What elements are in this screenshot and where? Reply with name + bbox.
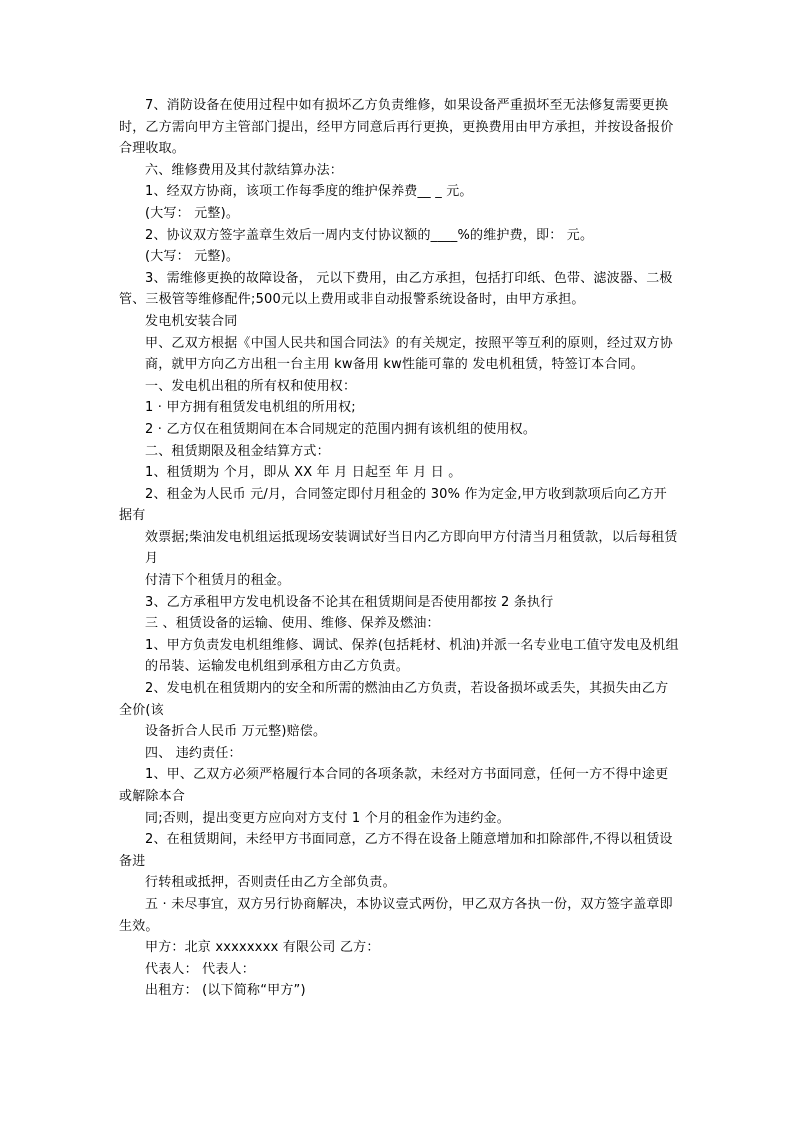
paragraph: 五 · 未尽事宜，双方另行协商解决，本协议壹式两份，甲乙双方各执一份，双方签字盖章即生效。 (119, 896, 673, 934)
paragraph: 2 · 乙方仅在租赁期间在本合同规定的范围内拥有该机组的使用权。 (145, 421, 537, 437)
signature-line: 甲方：北京 xxxxxxxx 有限公司 乙方： (145, 940, 380, 956)
signature-line: 出租方： (以下简称“甲方”) (145, 983, 306, 999)
paragraph: 设备折合人民币 万元整)赔偿。 (145, 724, 327, 740)
paragraph: (大写： 元整)。 (145, 249, 240, 265)
section-heading: 二、租赁期限及租金结算方式： (145, 443, 330, 459)
document-title: 发电机安装合同 (145, 313, 238, 329)
paragraph: 2、协议双方签字盖章生效后一周内支付协议额的____%的维护费，即： 元。 (145, 227, 594, 243)
paragraph: 2、在租赁期间，未经甲方书面同意，乙方不得在设备上随意增加和扣除部件,不得以租赁设备进 (119, 832, 673, 869)
paragraph: 1 · 甲方拥有租赁发电机组的所用权; (145, 400, 356, 416)
paragraph: 的吊装、运输发电机组到承租方由乙方负责。 (145, 659, 410, 675)
section-heading: 四、 违约责任： (145, 745, 242, 761)
paragraph: 同;否则，提出变更方应向对方支付 1 个月的租金作为违约金。 (145, 810, 510, 826)
paragraph: 7、消防设备在使用过程中如有损坏乙方负责维修，如果设备严重损坏至无法修复需要更换时，乙方需向甲方主管部门提出，经甲方同意后再行更换，更换费用由甲方承担，并按设备报价合理收取。 (119, 98, 674, 157)
paragraph: 1、租赁期为 个月，即从 XX 年 月 日起至 年 月 日 。 (145, 465, 462, 481)
paragraph: 2、发电机在租赁期内的安全和所需的燃油由乙方负责，若设备损坏或丢失，其损失由乙方全价(该 (119, 681, 669, 718)
paragraph: 1、经双方协商，该项工作每季度的维护保养费__ _ 元。 (145, 184, 473, 200)
signature-line: 代表人： 代表人： (145, 961, 255, 977)
paragraph: 3、乙方承租甲方发电机设备不论其在租赁期间是否使用都按 2 条执行 (145, 594, 554, 610)
paragraph: 1、甲方负责发电机组维修、调试、保养(包括耗材、机油)并派一名专业电工值守发电及机组 (145, 637, 679, 653)
paragraph: (大写： 元整)。 (145, 205, 240, 221)
paragraph: 效票据;柴油发电机组运抵现场安装调试好当日内乙方即向甲方付清当月租赁款，以后每租赁月 (145, 529, 678, 567)
paragraph: 行转租或抵押，否则责任由乙方全部负责。 (145, 875, 396, 891)
section-heading: 六、维修费用及其付款结算办法： (145, 162, 344, 178)
paragraph: 付清下个租赁月的租金。 (145, 573, 291, 589)
section-heading: 一、发电机出租的所有权和使用权： (145, 378, 357, 394)
document-body (119, 95, 679, 1002)
paragraph: 2、租金为人民币 元/月，合同签定即付月租金的 30% 作为定金,甲方收到款项后向乙方开据有 (119, 486, 667, 524)
paragraph: 1、甲、乙双方必须严格履行本合同的各项条款，未经对方书面同意，任何一方不得中途更或解除本合 (119, 767, 669, 804)
paragraph: 3、需维修更换的故障设备， 元以下费用，由乙方承担，包括打印纸、色带、滤波器、二极管、三极管等维修配件;500元以上费用或非自动报警系统设备时，由甲方承担。 (119, 270, 673, 308)
paragraph: 甲、乙双方根据《中国人民共和国合同法》的有关规定，按照平等互利的原则，经过双方协商，就甲方向乙方出租一台主用 kw备用 kw性能可靠的 发电机租赁，特签订本合同。 (145, 335, 674, 373)
section-heading: 三 、租赁设备的运输、使用、维修、保养及燃油： (145, 616, 440, 632)
